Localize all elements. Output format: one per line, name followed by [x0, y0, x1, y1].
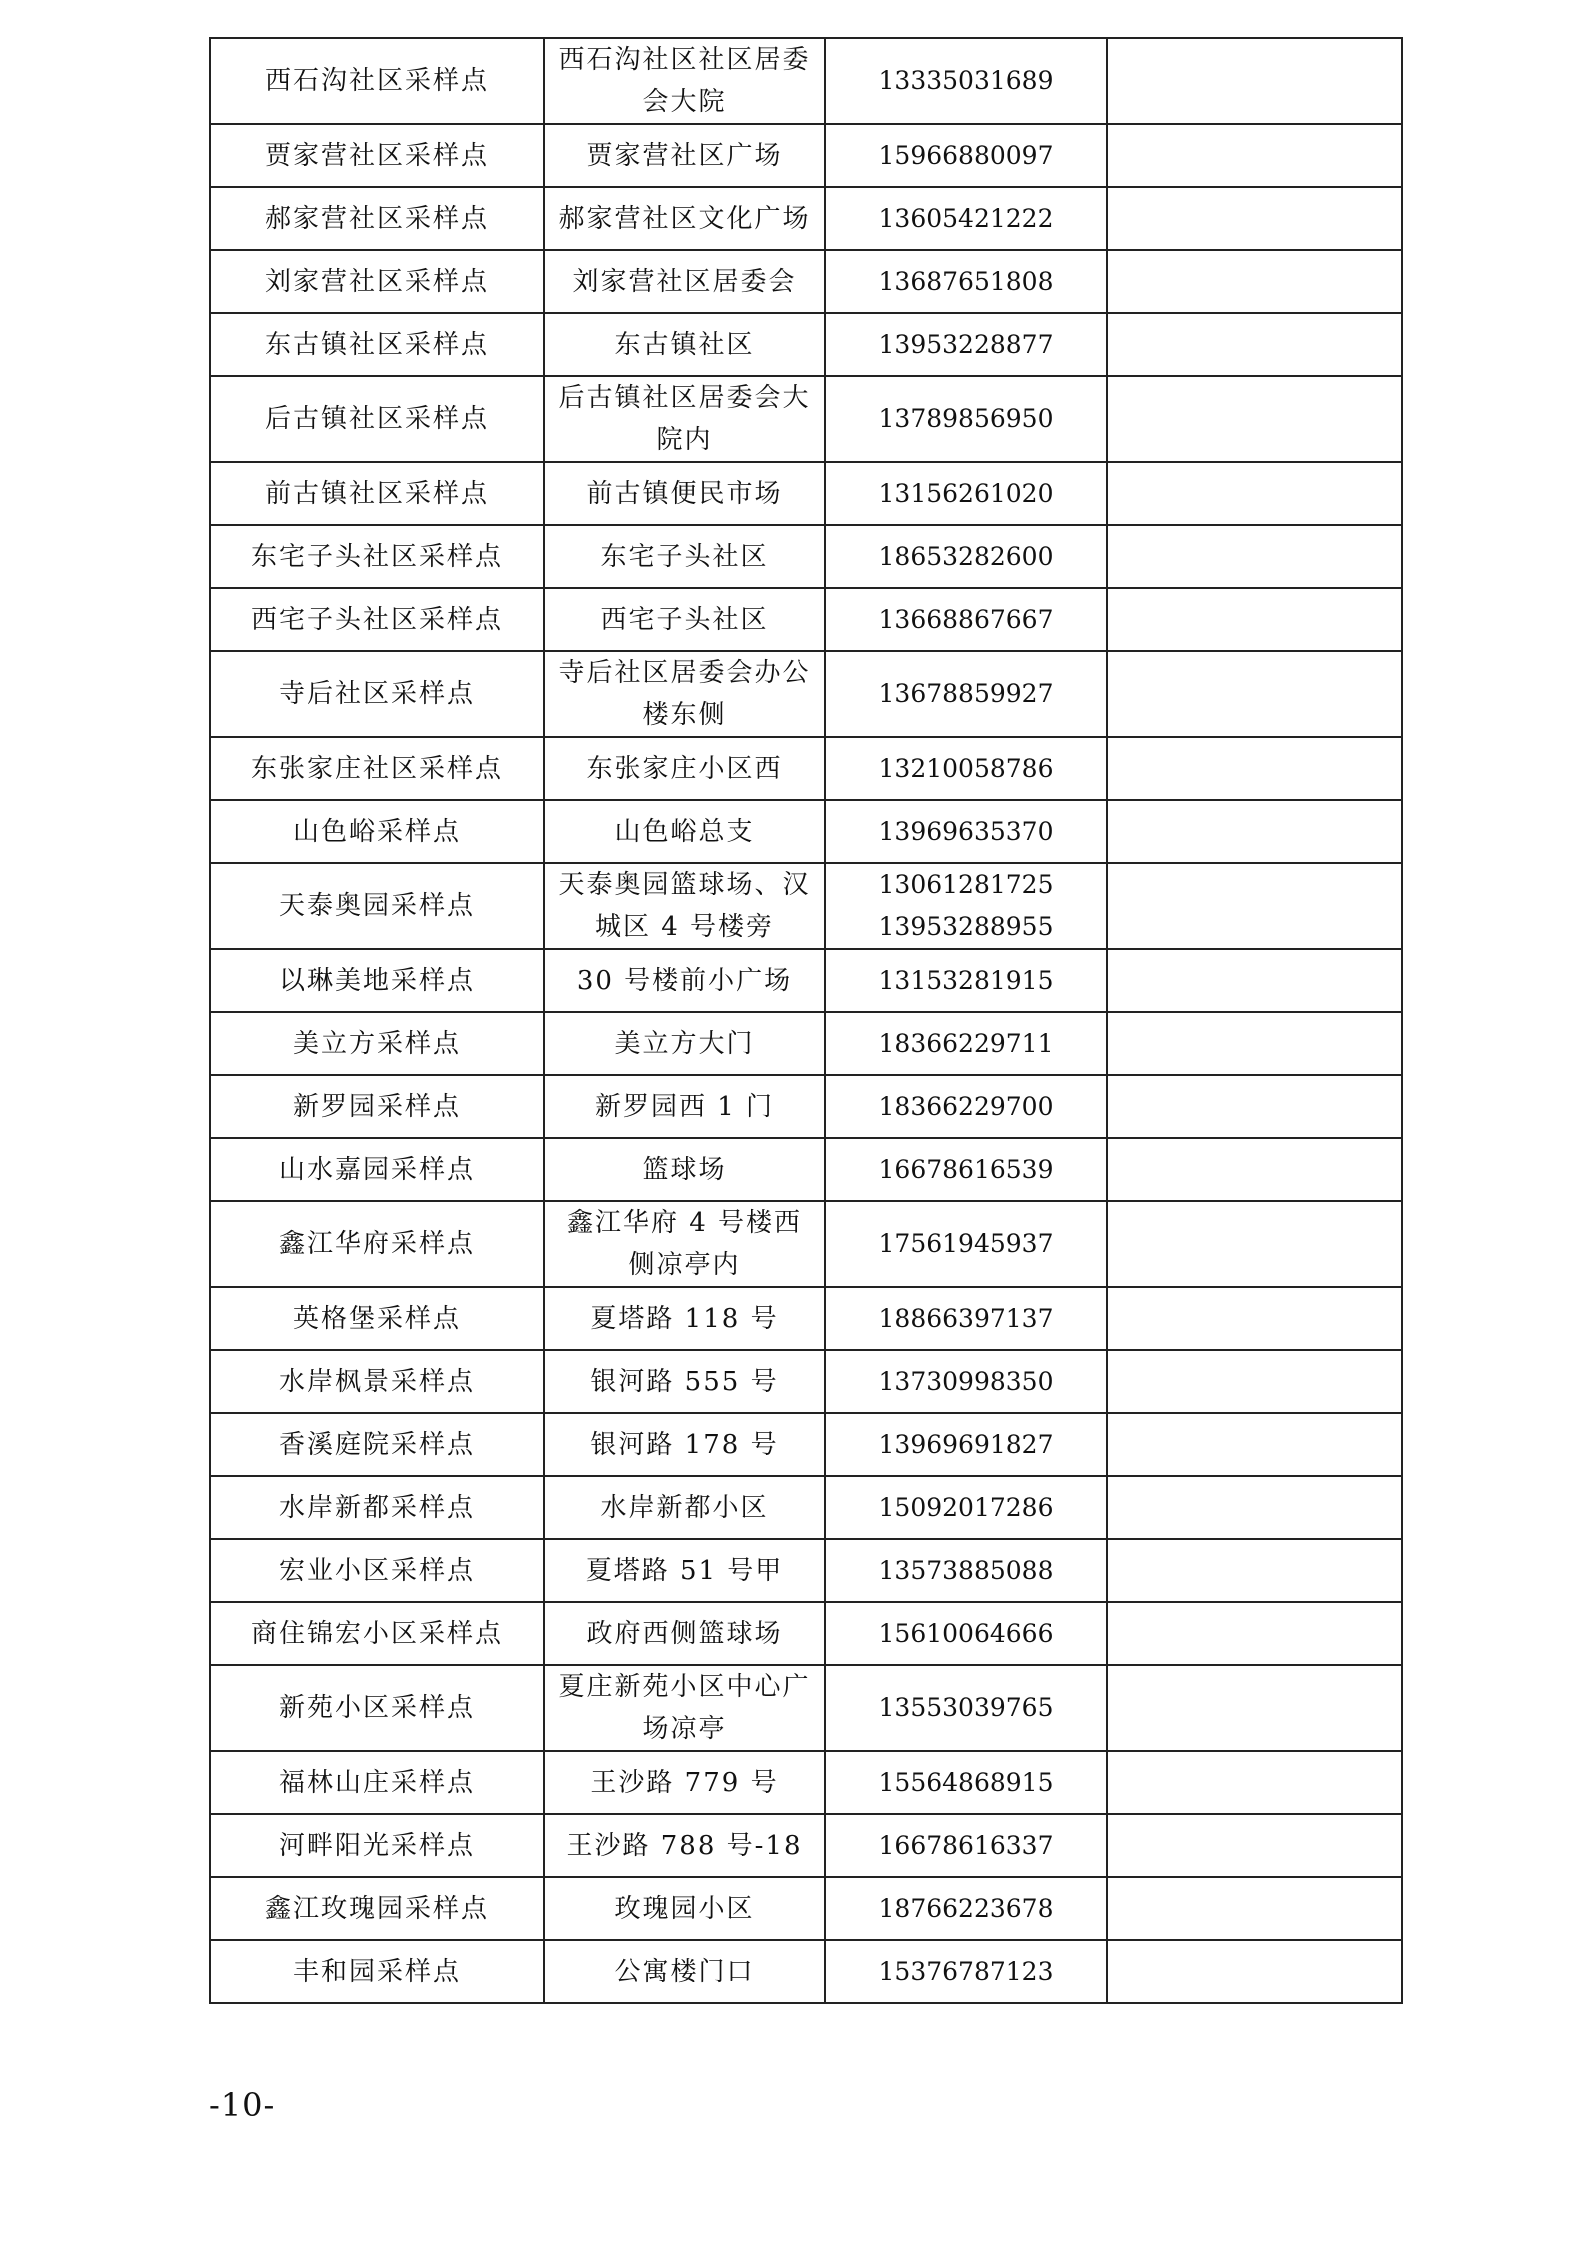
contact-phone-cell: 16678616539 — [825, 1138, 1107, 1201]
table-row — [210, 1350, 1402, 1413]
table-row — [210, 737, 1402, 800]
note-cell — [1107, 949, 1402, 1012]
site-name-cell: 贾家营社区采样点 — [210, 124, 544, 187]
site-location-cell: 新罗园西 1 门 — [544, 1075, 825, 1138]
site-location-cell: 天泰奥园篮球场、汉城区 4 号楼旁 — [544, 863, 825, 949]
table-row — [210, 525, 1402, 588]
note-cell — [1107, 250, 1402, 313]
table-row — [210, 1413, 1402, 1476]
contact-phone-cell: 15376787123 — [825, 1940, 1107, 2003]
contact-phone-cell: 15092017286 — [825, 1476, 1107, 1539]
site-name-cell: 英格堡采样点 — [210, 1287, 544, 1350]
note-cell — [1107, 1877, 1402, 1940]
site-location-cell: 东宅子头社区 — [544, 525, 825, 588]
table-row — [210, 588, 1402, 651]
table-row — [210, 1539, 1402, 1602]
page-number: -10- — [209, 2086, 276, 2124]
contact-phone-cell: 15564868915 — [825, 1751, 1107, 1814]
table-row — [210, 1138, 1402, 1201]
note-cell — [1107, 1287, 1402, 1350]
note-cell — [1107, 1751, 1402, 1814]
site-name-cell: 西石沟社区采样点 — [210, 38, 544, 124]
contact-phone-cell: 13730998350 — [825, 1350, 1107, 1413]
table-row — [210, 1877, 1402, 1940]
note-cell — [1107, 1539, 1402, 1602]
table-row — [210, 863, 1402, 949]
table-row — [210, 124, 1402, 187]
site-location-cell: 美立方大门 — [544, 1012, 825, 1075]
site-name-cell: 刘家营社区采样点 — [210, 250, 544, 313]
site-name-cell: 宏业小区采样点 — [210, 1539, 544, 1602]
phone-number-line: 13953288955 — [878, 912, 1054, 941]
note-cell — [1107, 1476, 1402, 1539]
site-name-cell: 山色峪采样点 — [210, 800, 544, 863]
contact-phone-cell: 13335031689 — [825, 38, 1107, 124]
contact-phone-cell: 15610064666 — [825, 1602, 1107, 1665]
contact-phone-cell: 13668867667 — [825, 588, 1107, 651]
contact-phone-cell: 18866397137 — [825, 1287, 1107, 1350]
note-cell — [1107, 588, 1402, 651]
site-location-cell: 王沙路 788 号-18 — [544, 1814, 825, 1877]
contact-phone-cell: 13678859927 — [825, 651, 1107, 737]
contact-phone-cell: 18653282600 — [825, 525, 1107, 588]
site-name-cell: 鑫江华府采样点 — [210, 1201, 544, 1287]
site-location-cell: 山色峪总支 — [544, 800, 825, 863]
table-row — [210, 800, 1402, 863]
site-name-cell: 新苑小区采样点 — [210, 1665, 544, 1751]
contact-phone-cell: 18766223678 — [825, 1877, 1107, 1940]
site-name-cell: 西宅子头社区采样点 — [210, 588, 544, 651]
note-cell — [1107, 124, 1402, 187]
table-row — [210, 250, 1402, 313]
site-location-cell: 寺后社区居委会办公楼东侧 — [544, 651, 825, 737]
site-name-cell: 河畔阳光采样点 — [210, 1814, 544, 1877]
table-row — [210, 1476, 1402, 1539]
note-cell — [1107, 863, 1402, 949]
table-row — [210, 187, 1402, 250]
site-location-cell: 30 号楼前小广场 — [544, 949, 825, 1012]
site-location-cell: 东古镇社区 — [544, 313, 825, 376]
note-cell — [1107, 1350, 1402, 1413]
site-location-cell: 王沙路 779 号 — [544, 1751, 825, 1814]
site-name-cell: 东张家庄社区采样点 — [210, 737, 544, 800]
site-location-cell: 政府西侧篮球场 — [544, 1602, 825, 1665]
note-cell — [1107, 462, 1402, 525]
table-row — [210, 462, 1402, 525]
note-cell — [1107, 1602, 1402, 1665]
table-row — [210, 313, 1402, 376]
site-location-cell: 银河路 178 号 — [544, 1413, 825, 1476]
site-location-cell: 银河路 555 号 — [544, 1350, 825, 1413]
contact-phone-cell: 13573885088 — [825, 1539, 1107, 1602]
note-cell — [1107, 1940, 1402, 2003]
site-name-cell: 郝家营社区采样点 — [210, 187, 544, 250]
table-row — [210, 1602, 1402, 1665]
site-name-cell: 水岸新都采样点 — [210, 1476, 544, 1539]
site-name-cell: 寺后社区采样点 — [210, 651, 544, 737]
table-row — [210, 1012, 1402, 1075]
table-row — [210, 1665, 1402, 1751]
site-location-cell: 西石沟社区社区居委会大院 — [544, 38, 825, 124]
site-name-cell: 前古镇社区采样点 — [210, 462, 544, 525]
contact-phone-cell: 13953228877 — [825, 313, 1107, 376]
note-cell — [1107, 1665, 1402, 1751]
site-location-cell: 前古镇便民市场 — [544, 462, 825, 525]
note-cell — [1107, 737, 1402, 800]
table-body — [210, 38, 1402, 2003]
site-location-cell: 夏庄新苑小区中心广场凉亭 — [544, 1665, 825, 1751]
note-cell — [1107, 1814, 1402, 1877]
note-cell — [1107, 651, 1402, 737]
site-location-cell: 公寓楼门口 — [544, 1940, 825, 2003]
site-location-cell: 水岸新都小区 — [544, 1476, 825, 1539]
note-cell — [1107, 187, 1402, 250]
site-name-cell: 丰和园采样点 — [210, 1940, 544, 2003]
site-name-cell: 鑫江玫瑰园采样点 — [210, 1877, 544, 1940]
contact-phone-cell — [825, 863, 1107, 949]
table-row — [210, 1075, 1402, 1138]
site-location-cell: 夏塔路 51 号甲 — [544, 1539, 825, 1602]
table-row — [210, 1201, 1402, 1287]
site-name-cell: 后古镇社区采样点 — [210, 376, 544, 462]
contact-phone-cell: 16678616337 — [825, 1814, 1107, 1877]
contact-phone-cell: 13789856950 — [825, 376, 1107, 462]
site-location-cell: 刘家营社区居委会 — [544, 250, 825, 313]
note-cell — [1107, 313, 1402, 376]
contact-phone-cell: 13969691827 — [825, 1413, 1107, 1476]
note-cell — [1107, 525, 1402, 588]
contact-phone-cell: 13210058786 — [825, 737, 1107, 800]
table-row — [210, 651, 1402, 737]
site-location-cell: 贾家营社区广场 — [544, 124, 825, 187]
site-name-cell: 福林山庄采样点 — [210, 1751, 544, 1814]
site-name-cell: 东宅子头社区采样点 — [210, 525, 544, 588]
note-cell — [1107, 1138, 1402, 1201]
contact-phone-cell: 17561945937 — [825, 1201, 1107, 1287]
contact-phone-cell: 18366229700 — [825, 1075, 1107, 1138]
table-row — [210, 949, 1402, 1012]
table-row — [210, 38, 1402, 124]
note-cell — [1107, 1012, 1402, 1075]
site-location-cell: 篮球场 — [544, 1138, 825, 1201]
table-row — [210, 376, 1402, 462]
sampling-point-table — [209, 37, 1403, 2004]
table-row — [210, 1814, 1402, 1877]
site-name-cell: 美立方采样点 — [210, 1012, 544, 1075]
site-name-cell: 商住锦宏小区采样点 — [210, 1602, 544, 1665]
site-name-cell: 天泰奥园采样点 — [210, 863, 544, 949]
table-row — [210, 1287, 1402, 1350]
site-location-cell: 郝家营社区文化广场 — [544, 187, 825, 250]
note-cell — [1107, 376, 1402, 462]
note-cell — [1107, 1075, 1402, 1138]
site-name-cell: 山水嘉园采样点 — [210, 1138, 544, 1201]
table-row — [210, 1940, 1402, 2003]
site-location-cell: 东张家庄小区西 — [544, 737, 825, 800]
site-name-cell: 新罗园采样点 — [210, 1075, 544, 1138]
contact-phone-cell: 13153281915 — [825, 949, 1107, 1012]
contact-phone-cell: 13687651808 — [825, 250, 1107, 313]
site-location-cell: 西宅子头社区 — [544, 588, 825, 651]
contact-phone-cell: 13969635370 — [825, 800, 1107, 863]
site-name-cell: 水岸枫景采样点 — [210, 1350, 544, 1413]
site-name-cell: 香溪庭院采样点 — [210, 1413, 544, 1476]
site-location-cell: 夏塔路 118 号 — [544, 1287, 825, 1350]
site-name-cell: 东古镇社区采样点 — [210, 313, 544, 376]
note-cell — [1107, 1201, 1402, 1287]
note-cell — [1107, 1413, 1402, 1476]
site-name-cell: 以琳美地采样点 — [210, 949, 544, 1012]
note-cell — [1107, 800, 1402, 863]
contact-phone-cell: 18366229711 — [825, 1012, 1107, 1075]
site-location-cell: 后古镇社区居委会大院内 — [544, 376, 825, 462]
contact-phone-cell: 13553039765 — [825, 1665, 1107, 1751]
note-cell — [1107, 38, 1402, 124]
table-row — [210, 1751, 1402, 1814]
site-location-cell: 玫瑰园小区 — [544, 1877, 825, 1940]
contact-phone-cell: 15966880097 — [825, 124, 1107, 187]
site-location-cell: 鑫江华府 4 号楼西侧凉亭内 — [544, 1201, 825, 1287]
contact-phone-cell: 13156261020 — [825, 462, 1107, 525]
contact-phone-cell: 13605421222 — [825, 187, 1107, 250]
phone-number-line: 13061281725 — [878, 870, 1054, 899]
